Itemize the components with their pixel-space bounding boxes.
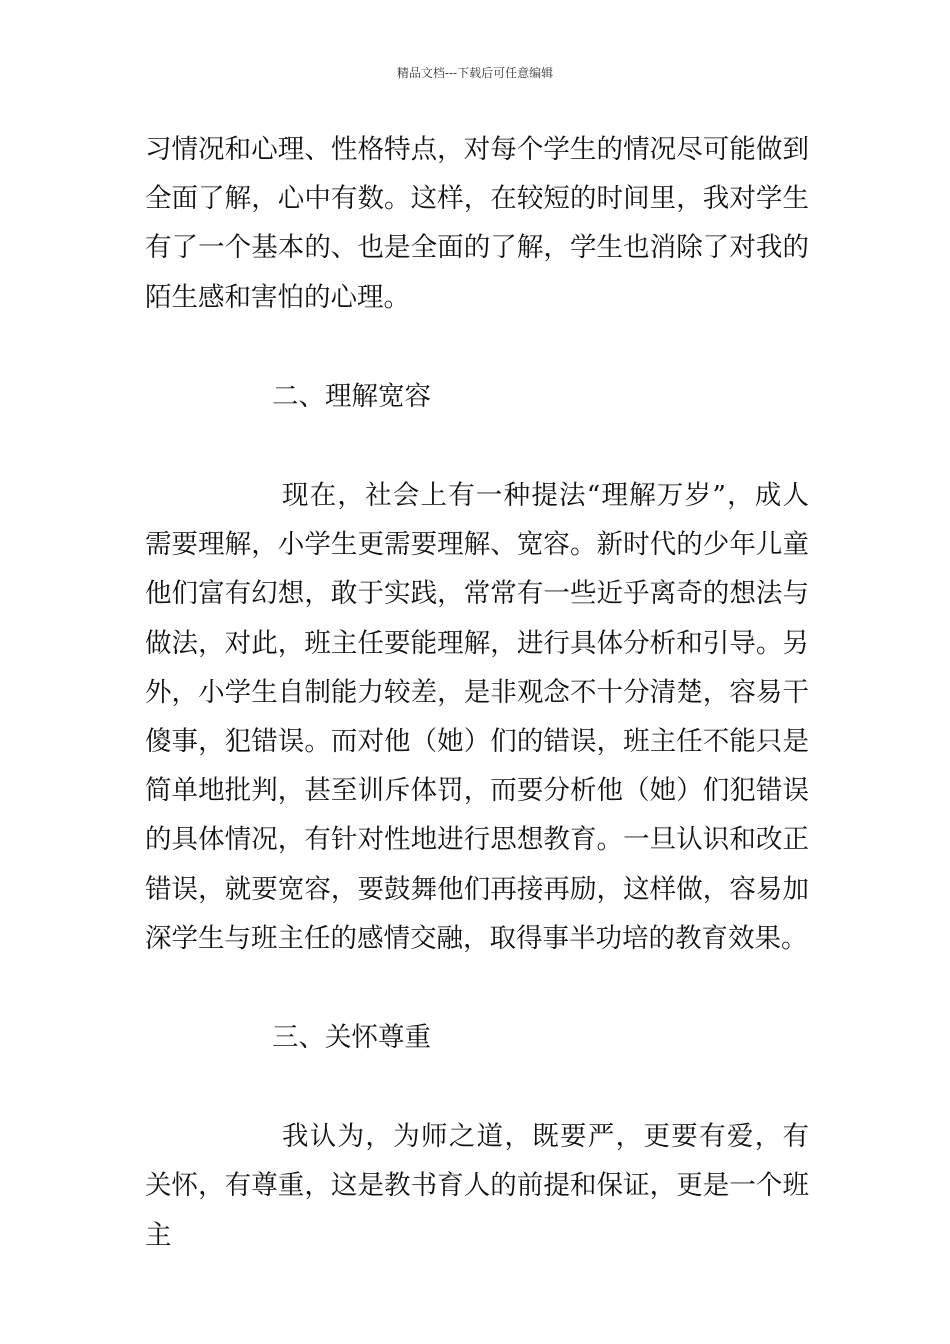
paragraph-2: 现在，社会上有一种提法“理解万岁”，成人需要理解，小学生更需要理解、宽容。新时代的少年儿童他们富有幻想，敢于实践，常常有一些近乎离奇的想法与做法，对此，班主任要能理解，进行具体分析和引导。另外，小学生自制能力较差，是非观念不十分清楚，容易干傻事，犯错误。而对他（她）们的错误，班主任不能只是简单地批判，甚至训斥体罚，而要分析他（她）们犯错误的具体情况，有针对性地进行思想教育。一旦认识和改正错误，就要宽容，要鼓舞他们再接再励，这样做，容易加深学生与班主任的感情交融，取得事半功培的教育效果。 <box>145 480 809 954</box>
paragraph-3: 我认为，为师之道，既要严，更要有爱，有关怀，有尊重，这是教书育人的前提和保证，更是一个班主 <box>145 1121 809 1251</box>
spacer <box>145 421 809 471</box>
section-heading-3: 三、关怀尊重 <box>272 1022 431 1054</box>
spacer <box>145 963 809 1013</box>
spacer <box>145 1062 809 1112</box>
paragraph-1: 习情况和心理、性格特点，对每个学生的情况尽可能做到全面了解，心中有数。这样，在较短的时间里，我对学生有了一个基本的、也是全面的了解，学生也消除了对我的陌生感和害怕的心理。 <box>145 134 809 313</box>
spacer <box>145 322 809 372</box>
document-body <box>145 125 809 1260</box>
section-heading-2: 二、理解宽容 <box>272 380 431 412</box>
page-header: 精品文档---下载后可任意编辑 <box>396 66 554 80</box>
